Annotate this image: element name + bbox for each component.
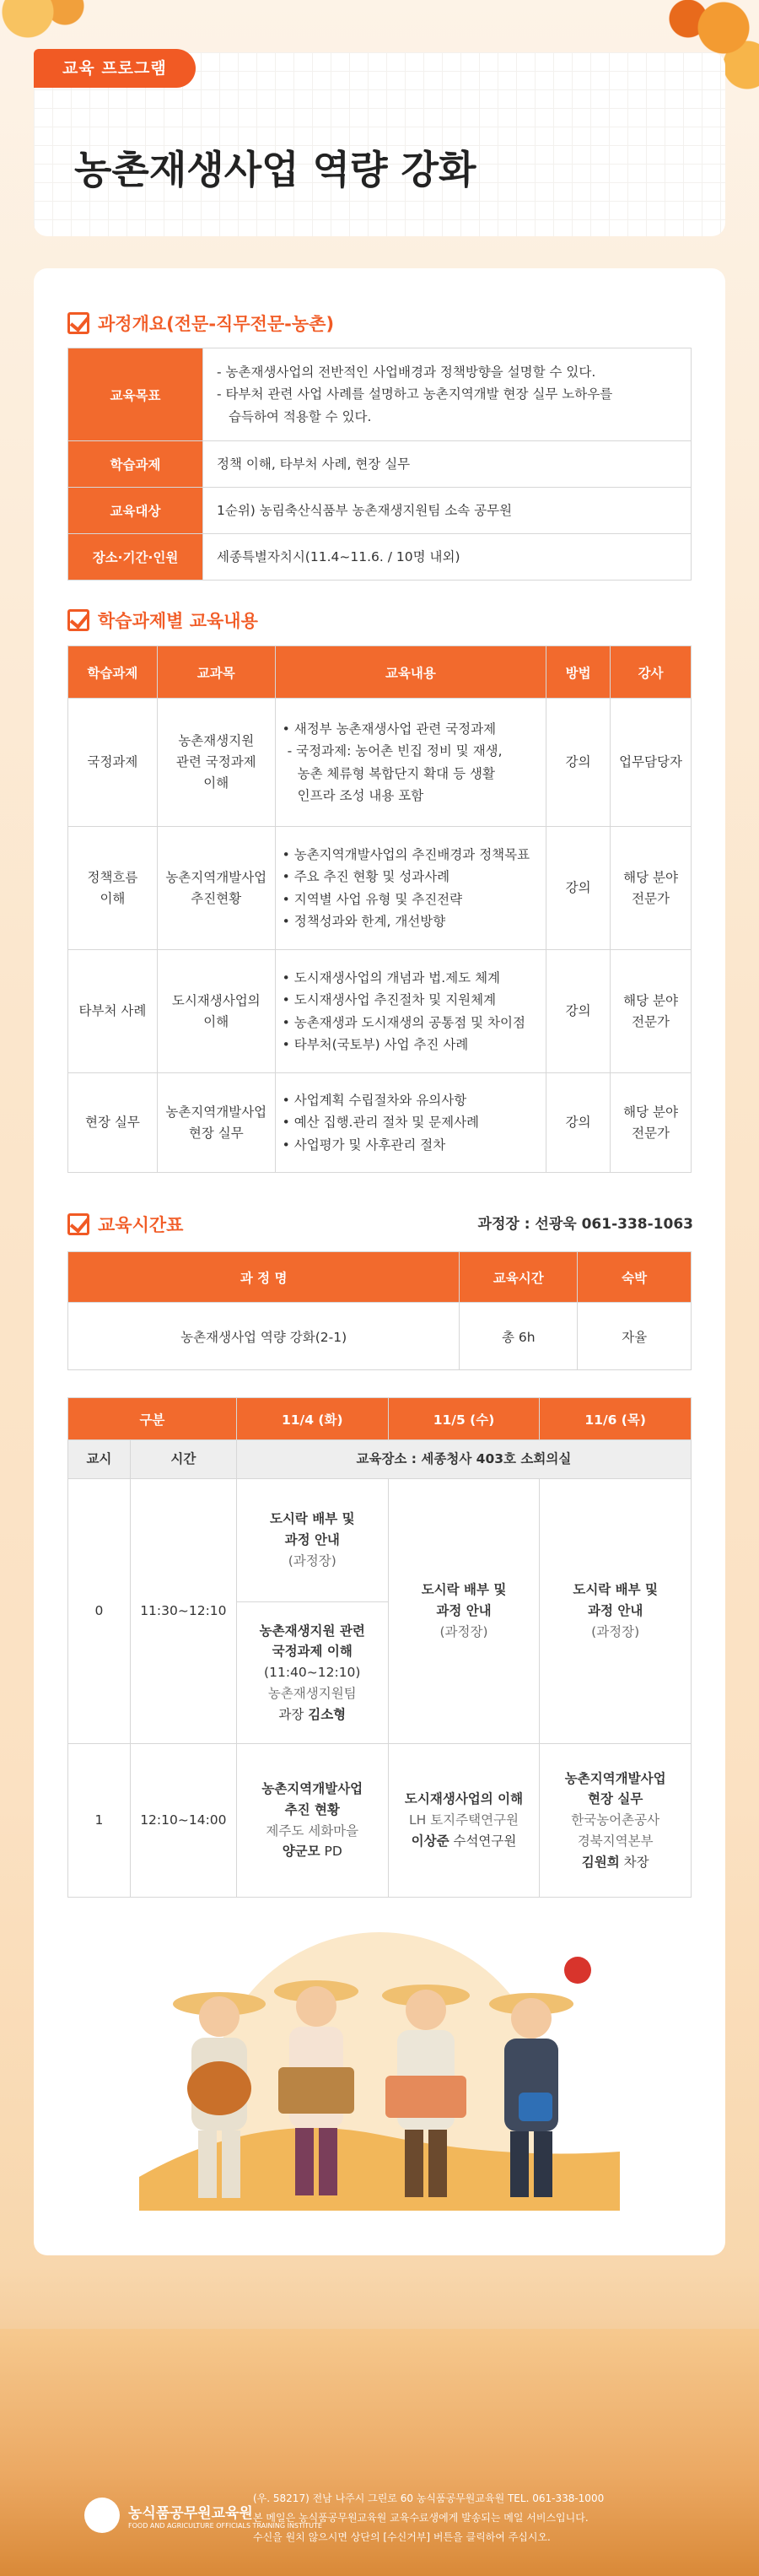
row-value: 정책 이해, 타부처 사례, 현장 실무	[203, 441, 692, 488]
lecturer-name: 김원희	[581, 1854, 620, 1870]
lecturer	[240, 1704, 385, 1725]
subject-cell: 농촌지역개발사업 현장 실무	[157, 1073, 275, 1173]
program-tag: 교육 프로그램	[34, 49, 196, 88]
content-line: 농촌 체류형 복합단지 확대 등 생활	[297, 765, 495, 781]
footer-unsubscribe-note: 수신을 원치 않으시면 상단의 [수신거부] 버튼을 클릭하여 주십시오.	[253, 2530, 551, 2543]
table-row	[68, 488, 692, 534]
task-cell: 현장 실무	[68, 1073, 158, 1173]
org-name: 농식품공무원교육원	[128, 2504, 253, 2522]
lecturer-role: PD	[320, 1844, 342, 1860]
emblem-icon	[84, 2498, 120, 2533]
session-cell	[540, 1744, 692, 1898]
table-row	[68, 1303, 692, 1370]
session-cell	[236, 1602, 388, 1744]
table-header-row	[68, 646, 692, 699]
column-header: 11/5 (수)	[388, 1398, 540, 1440]
task-cell: 정책흐름 이해	[68, 827, 158, 950]
content-line: • 예산 집행.관리 절차 및 문제사례	[282, 1115, 480, 1131]
lecturer-cell: 해당 분야 전문가	[611, 827, 692, 950]
session-cell	[388, 1479, 540, 1744]
column-header: 시간	[130, 1440, 236, 1479]
content-line: • 농촌지역개발사업의 추진배경과 정책목표	[282, 846, 530, 862]
session-cell	[540, 1479, 692, 1744]
table-header-row	[68, 1398, 692, 1440]
session-title: 도시락 배부 및 과정 안내	[573, 1582, 658, 1619]
column-header: 방법	[546, 646, 611, 699]
overview-heading	[67, 311, 334, 336]
column-header: 교육내용	[275, 646, 546, 699]
column-header: 과 정 명	[68, 1252, 460, 1303]
venue-label: 교육장소 : 세종청사 403호 소회의실	[236, 1440, 691, 1479]
table-row	[68, 1073, 692, 1173]
method-cell: 강의	[546, 699, 611, 827]
column-header: 숙박	[578, 1252, 692, 1303]
method-cell: 강의	[546, 827, 611, 950]
table-row	[68, 534, 692, 581]
lecturer-org: LH 토지주택연구원	[408, 1812, 519, 1828]
checkbox-icon	[67, 1213, 89, 1235]
schedule-table	[67, 1397, 692, 1898]
column-header: 11/6 (목)	[540, 1398, 692, 1440]
column-header: 11/4 (화)	[236, 1398, 388, 1440]
lecturer	[240, 1841, 385, 1862]
content-cell	[275, 1073, 546, 1173]
course-summary-table	[67, 1251, 692, 1370]
session-cell	[236, 1744, 388, 1898]
table-subheader-row	[68, 1440, 692, 1479]
checkbox-icon	[67, 312, 89, 334]
checkbox-icon	[67, 609, 89, 631]
subject-cell: 농촌지역개발사업 추진현황	[157, 827, 275, 950]
row-label: 교육대상	[68, 488, 203, 534]
content-line: • 도시재생사업 추진절차 및 지원체계	[282, 992, 497, 1008]
period-cell: 0	[68, 1479, 131, 1744]
lecturer-role: 과장	[278, 1706, 309, 1722]
lecturer-cell: 해당 분야 전문가	[611, 1073, 692, 1173]
lecturer-cell: 해당 분야 전문가	[611, 950, 692, 1073]
row-value	[203, 348, 692, 441]
task-cell: 국정과제	[68, 699, 158, 827]
course-name-cell: 농촌재생사업 역량 강화(2-1)	[68, 1303, 460, 1370]
content-line: • 사업평가 및 사후관리 절차	[282, 1137, 446, 1153]
content-cell	[275, 827, 546, 950]
session-cell	[388, 1744, 540, 1898]
section-title: 과정개요(전문-직무전문-농촌)	[98, 314, 335, 334]
subject-cell: 농촌재생지원 관련 국정과제 이해	[157, 699, 275, 827]
content-line: • 농촌재생과 도시재생의 공통점 및 차이점	[282, 1014, 525, 1030]
column-header: 구분	[68, 1398, 237, 1440]
time-cell: 11:30~12:10	[130, 1479, 236, 1744]
content-line: • 정책성과와 한계, 개선방향	[282, 913, 446, 929]
session-note: (과정장)	[591, 1623, 640, 1639]
content-line: • 사업계획 수립절차와 유의사항	[282, 1092, 467, 1108]
content-line: 인프라 조성 내용 포함	[297, 787, 424, 803]
course-contact: 과정장 : 선광욱 061-338-1063	[477, 1216, 693, 1233]
line: - 농촌재생사업의 전반적인 사업배경과 정책방향을 설명할 수 있다.	[217, 364, 596, 380]
table-row	[68, 827, 692, 950]
content-line: • 도시재생사업의 개념과 법.제도 체계	[282, 969, 501, 986]
lecturer-org: 농촌재생지원팀	[267, 1685, 357, 1701]
hours-cell: 총 6h	[460, 1303, 578, 1370]
column-header: 학습과제	[68, 646, 158, 699]
table-row	[68, 1479, 692, 1602]
section-title: 교육시간표	[98, 1215, 184, 1235]
overview-table	[67, 348, 692, 581]
footer-info	[253, 2489, 604, 2546]
column-header: 교과목	[157, 646, 275, 699]
row-label: 교육목표	[68, 348, 203, 441]
table-row	[68, 1744, 692, 1898]
section-title: 학습과제별 교육내용	[98, 611, 258, 631]
session-title: 농촌지역개발사업 추진 현황	[261, 1780, 363, 1817]
content-line: • 타부처(국토부) 사업 추진 사례	[282, 1036, 469, 1052]
lecturer-org: 한국농어촌공사 경북지역본부	[571, 1812, 660, 1849]
content-line: • 지역별 사업 유형 및 추진전략	[282, 891, 463, 907]
lecturer-name: 김소형	[308, 1706, 347, 1722]
method-cell: 강의	[546, 950, 611, 1073]
column-header: 강사	[611, 646, 692, 699]
column-header: 교시	[68, 1440, 131, 1479]
table-row	[68, 699, 692, 827]
table-row	[68, 441, 692, 488]
row-value: 세종특별자치시(11.4~11.6. / 10명 내외)	[203, 534, 692, 581]
session-time: (11:40~12:10)	[264, 1665, 361, 1681]
lodging-cell: 자율	[578, 1303, 692, 1370]
session-title: 농촌지역개발사업 현장 실무	[564, 1770, 666, 1807]
method-cell: 강의	[546, 1073, 611, 1173]
lecturer	[543, 1852, 687, 1873]
table-row	[68, 348, 692, 441]
lecturer-role: 수석연구원	[449, 1833, 517, 1849]
content-line: • 주요 추진 현황 및 성과사례	[282, 869, 450, 885]
session-title: 도시락 배부 및 과정 안내	[269, 1511, 355, 1548]
lecturer	[392, 1831, 536, 1852]
lecturer-name: 이상준	[411, 1833, 449, 1849]
session-title: 도시재생사업의 이해	[404, 1791, 524, 1807]
timetable-heading	[67, 1212, 183, 1237]
farmers-illustration	[139, 1924, 620, 2211]
lecturer-cell: 업무담당자	[611, 699, 692, 827]
subject-cell: 도시재생사업의 이해	[157, 950, 275, 1073]
content-cell	[275, 699, 546, 827]
lecturer-org: 제주도 세화마을	[266, 1823, 359, 1839]
content-cell	[275, 950, 546, 1073]
session-note: (과정장)	[288, 1553, 336, 1569]
lecturer-role: 차장	[619, 1854, 649, 1870]
org-name-en: FOOD AND AGRICULTURE OFFICIALS TRAINING INSTITUTE	[128, 2521, 322, 2530]
time-cell: 12:10~14:00	[130, 1744, 236, 1898]
session-cell	[236, 1479, 388, 1602]
line: - 타부처 관련 사업 사례를 설명하고 농촌지역개발 현장 실무 노하우를	[217, 386, 613, 402]
period-cell: 1	[68, 1744, 131, 1898]
line: 습득하여 적용할 수 있다.	[229, 408, 372, 424]
footer-notice: 본 메일은 농식품공무원교육원 교육수료생에게 발송되는 메일 서비스입니다.	[253, 2511, 589, 2524]
content-line: • 새정부 농촌재생사업 관련 국정과제	[282, 721, 497, 737]
curriculum-table	[67, 645, 692, 1173]
task-cell: 타부처 사례	[68, 950, 158, 1073]
page-title: 농촌재생사업 역량 강화	[74, 147, 476, 192]
session-title: 도시락 배부 및 과정 안내	[421, 1582, 507, 1619]
table-header-row	[68, 1252, 692, 1303]
curriculum-heading	[67, 608, 258, 633]
row-label: 학습과제	[68, 441, 203, 488]
content-line: - 국정과제: 농어촌 빈집 정비 및 재생,	[287, 743, 503, 759]
row-label: 장소·기간·인원	[68, 534, 203, 581]
session-title: 농촌재생지원 관련 국정과제 이해	[259, 1623, 365, 1660]
column-header: 교육시간	[460, 1252, 578, 1303]
session-note: (과정장)	[439, 1623, 488, 1639]
lecturer-name: 양군모	[282, 1844, 320, 1860]
footer-address: (우. 58217) 전남 나주시 그린로 60 농식품공무원교육원 TEL. 061-338-1000	[253, 2492, 605, 2504]
table-row	[68, 950, 692, 1073]
row-value: 1순위) 농림축산식품부 농촌재생지원팀 소속 공무원	[203, 488, 692, 534]
